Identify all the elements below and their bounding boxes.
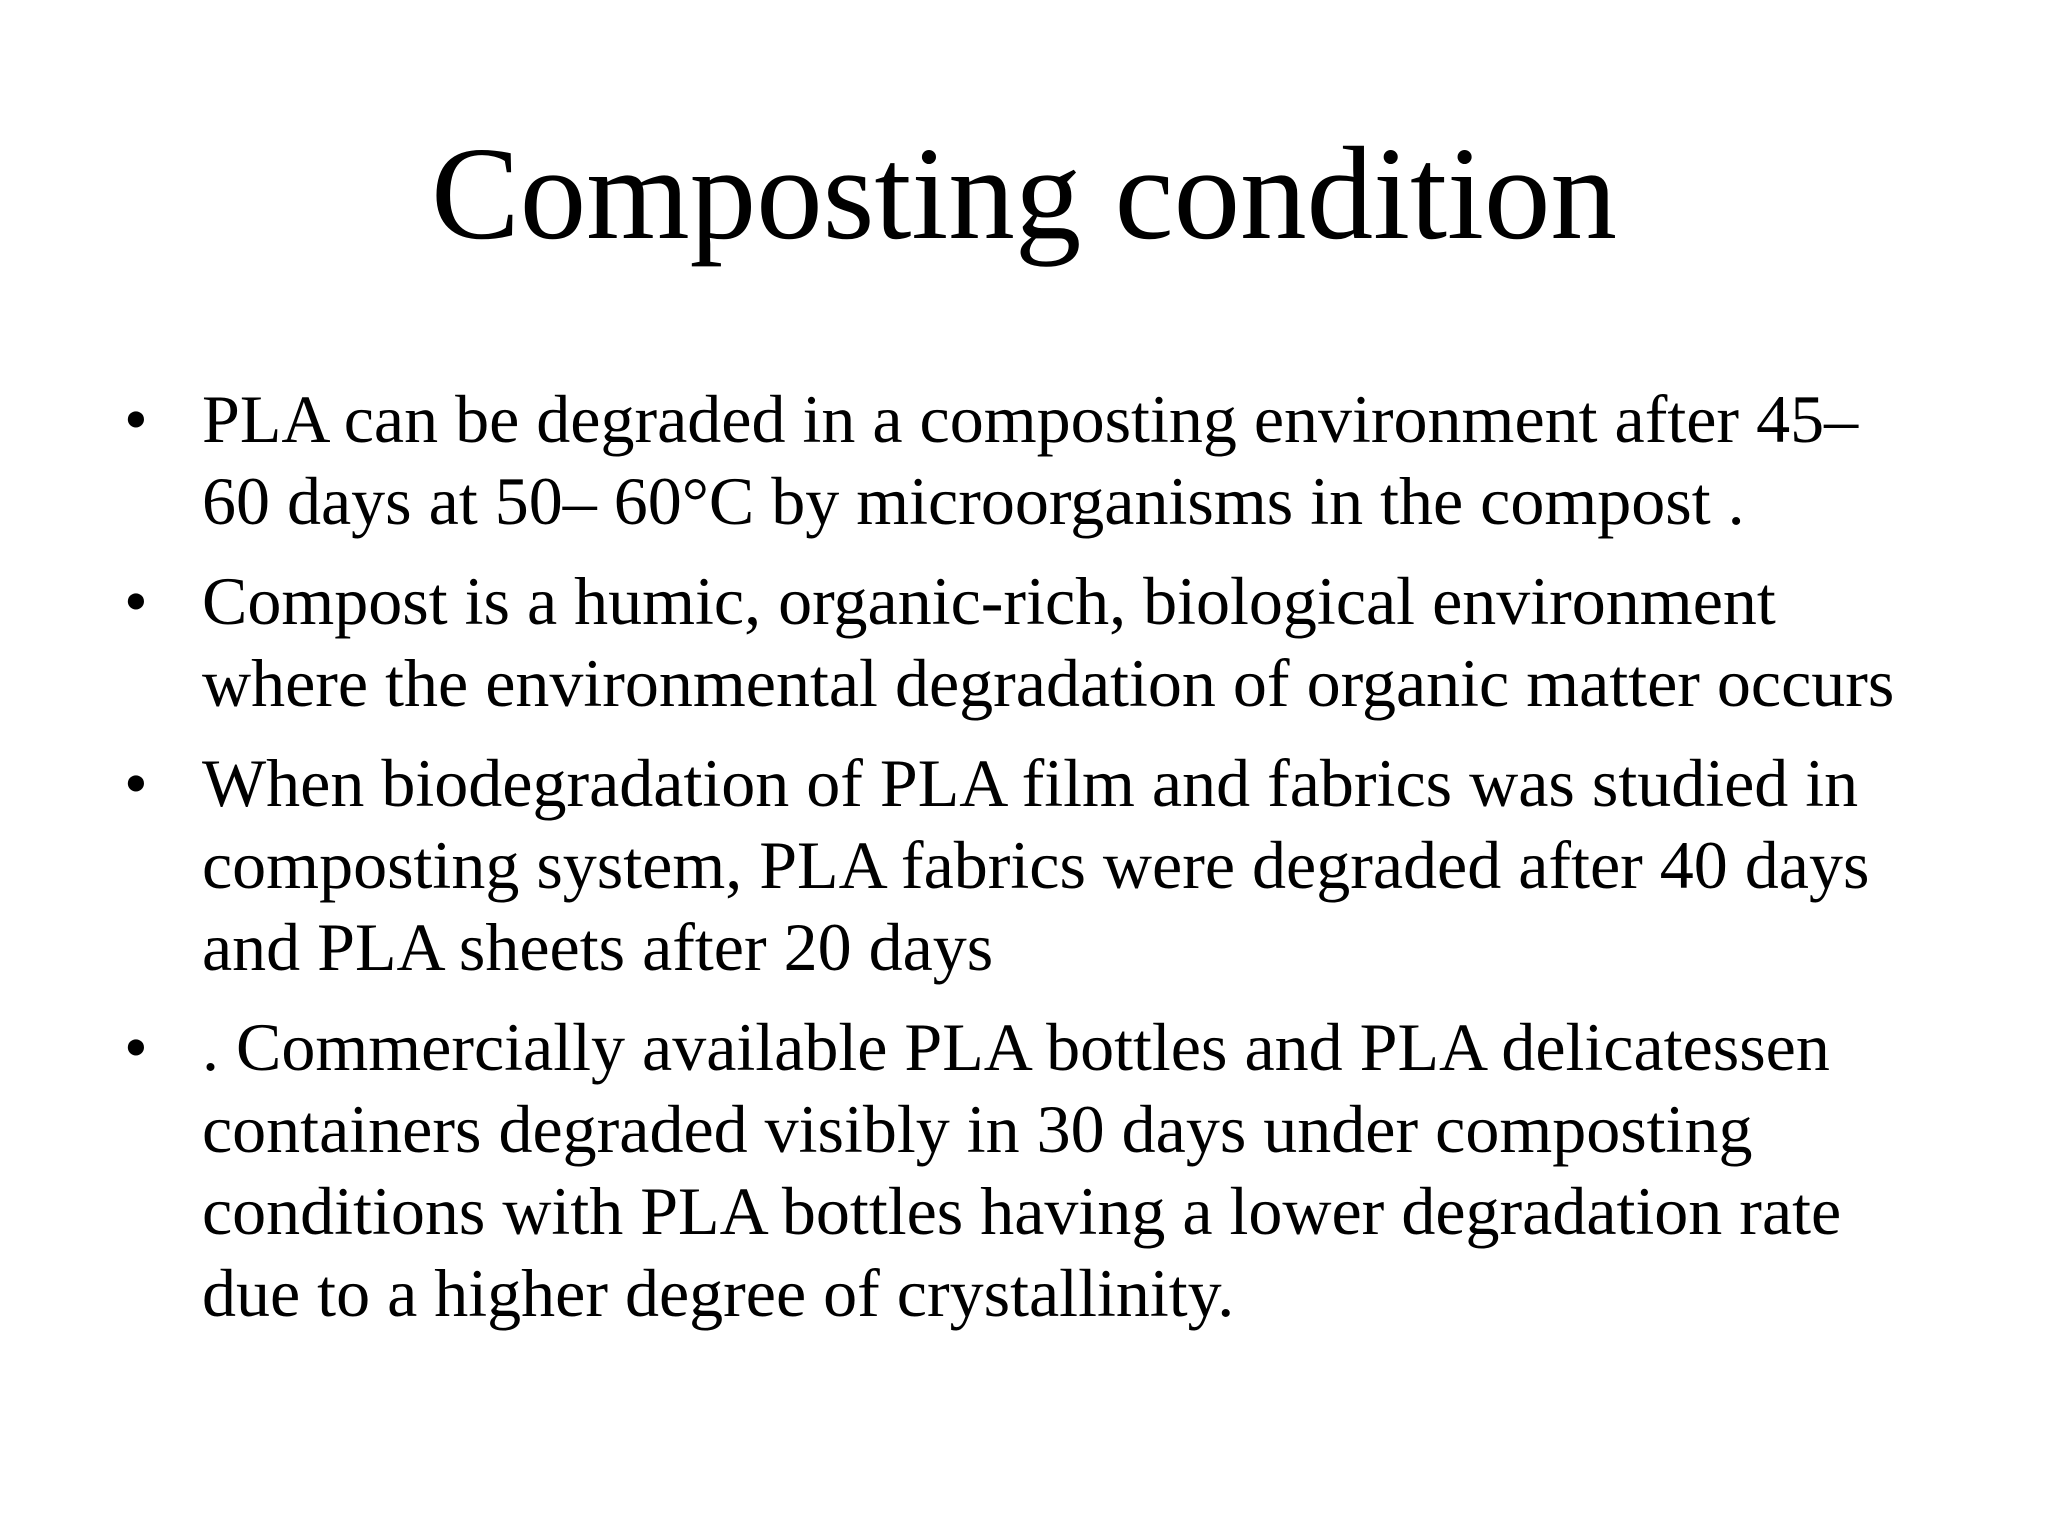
bullet-text: . Commercially available PLA bottles and PLA delicatessen containers degraded visibly in 30 days under composting conditions with PLA bottles having a lower degradation rate due to a higher degree of crystallinity. <box>202 1009 1842 1331</box>
bullet-item-3 <box>120 742 1940 988</box>
bullet-icon: • <box>124 1009 148 1085</box>
bullet-icon: • <box>124 563 148 639</box>
bullet-item-4 <box>120 1006 1940 1334</box>
slide-title: Composting condition <box>431 119 1617 267</box>
bullet-list <box>120 378 1940 1352</box>
bullet-item-1 <box>120 378 1940 542</box>
bullet-icon: • <box>124 381 148 457</box>
bullet-item-2 <box>120 560 1940 724</box>
bullet-text: PLA can be degraded in a composting environment after 45– 60 days at 50– 60°C by microorganisms in the compost . <box>202 381 1859 539</box>
bullet-icon: • <box>124 745 148 821</box>
bullet-text: When biodegradation of PLA film and fabrics was studied in composting system, PLA fabrics were degraded after 40 days and PLA sheets after 20 days <box>202 745 1870 985</box>
bullet-text: Compost is a humic, organic-rich, biological environment where the environmental degradation of organic matter occurs <box>202 563 1895 721</box>
